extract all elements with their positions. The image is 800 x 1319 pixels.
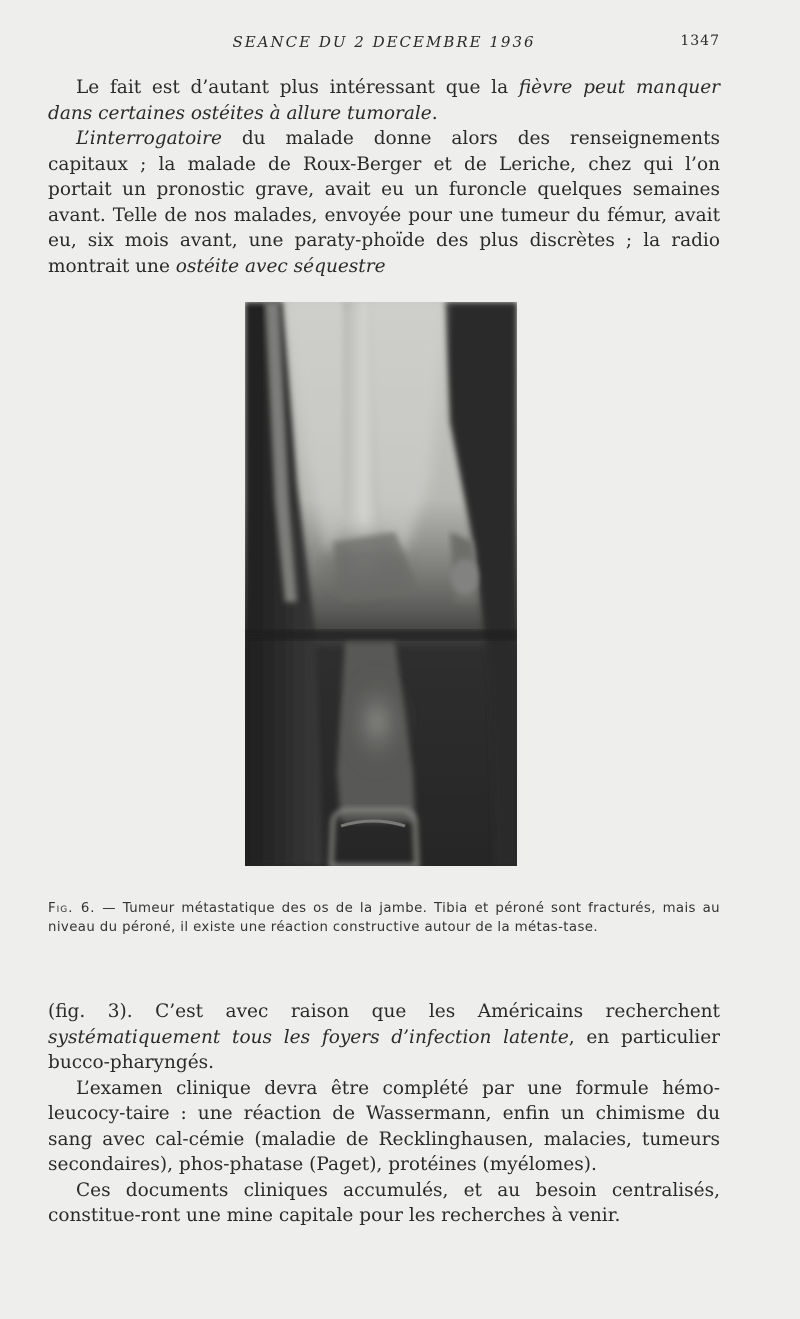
- text-run: Le fait est d’autant plus intéressant que la: [76, 77, 519, 98]
- paragraph-fever: [48, 75, 720, 126]
- caption-text: — Tumeur métastatique des os de la jambe. Tibia et péroné sont fracturés, mais au niveau du péroné, il existe une réaction constructive autour de la métas-tase.: [48, 901, 720, 935]
- text-run: du malade donne alors des renseignements capitaux ; la malade de Roux-Berger et de Leriche, chez qui l’on portait un pronostic grave, avait eu un furoncle quelques semaines avant. Telle de nos malades, envoyée pour une tumeur du fémur, avait eu, six mois avant, une paraty-phoïde des plus discrètes ; la radio montrait une: [48, 128, 720, 277]
- text-block-top: [48, 75, 720, 279]
- figure-caption: [48, 900, 720, 937]
- paragraph-infection: [48, 999, 720, 1076]
- text-run: (fig. 3). C’est avec raison que les Américains recherchent: [48, 1001, 720, 1022]
- xray-figure: [245, 302, 517, 866]
- running-title: SEANCE DU 2 DECEMBRE 1936: [232, 33, 536, 51]
- paragraph-interrogatoire: [48, 126, 720, 279]
- text-block-bottom: [48, 999, 720, 1229]
- italic-run: L’interrogatoire: [76, 128, 222, 149]
- running-head: [48, 33, 720, 55]
- paragraph-documents: Ces documents cliniques accumulés, et au besoin centralisés, constitue-ront une mine capitale pour les recherches à venir.: [48, 1179, 720, 1226]
- italic-run: systématiquement tous les foyers d’infection latente: [48, 1026, 569, 1048]
- paragraph-examen: L’examen clinique devra être complété par une formule hémo-leucocy-taire : une réaction de Wassermann, enfin un chimisme du sang avec cal-cémie (maladie de Recklinghausen, malacies, tumeurs secondaires), phos-phatase (Paget), protéines (myélomes).: [48, 1077, 720, 1175]
- italic-run: fièvre peut manquer dans certaines ostéites à allure tumorale: [48, 77, 721, 124]
- italic-run: ostéite avec séquestre: [175, 255, 386, 277]
- text-run: .: [431, 102, 438, 124]
- xray-image: [245, 302, 517, 866]
- figure-label: Fig. 6.: [48, 901, 96, 916]
- text-run: , en particulier bucco-pharyngés.: [48, 1026, 720, 1073]
- page-number: 1347: [680, 33, 720, 49]
